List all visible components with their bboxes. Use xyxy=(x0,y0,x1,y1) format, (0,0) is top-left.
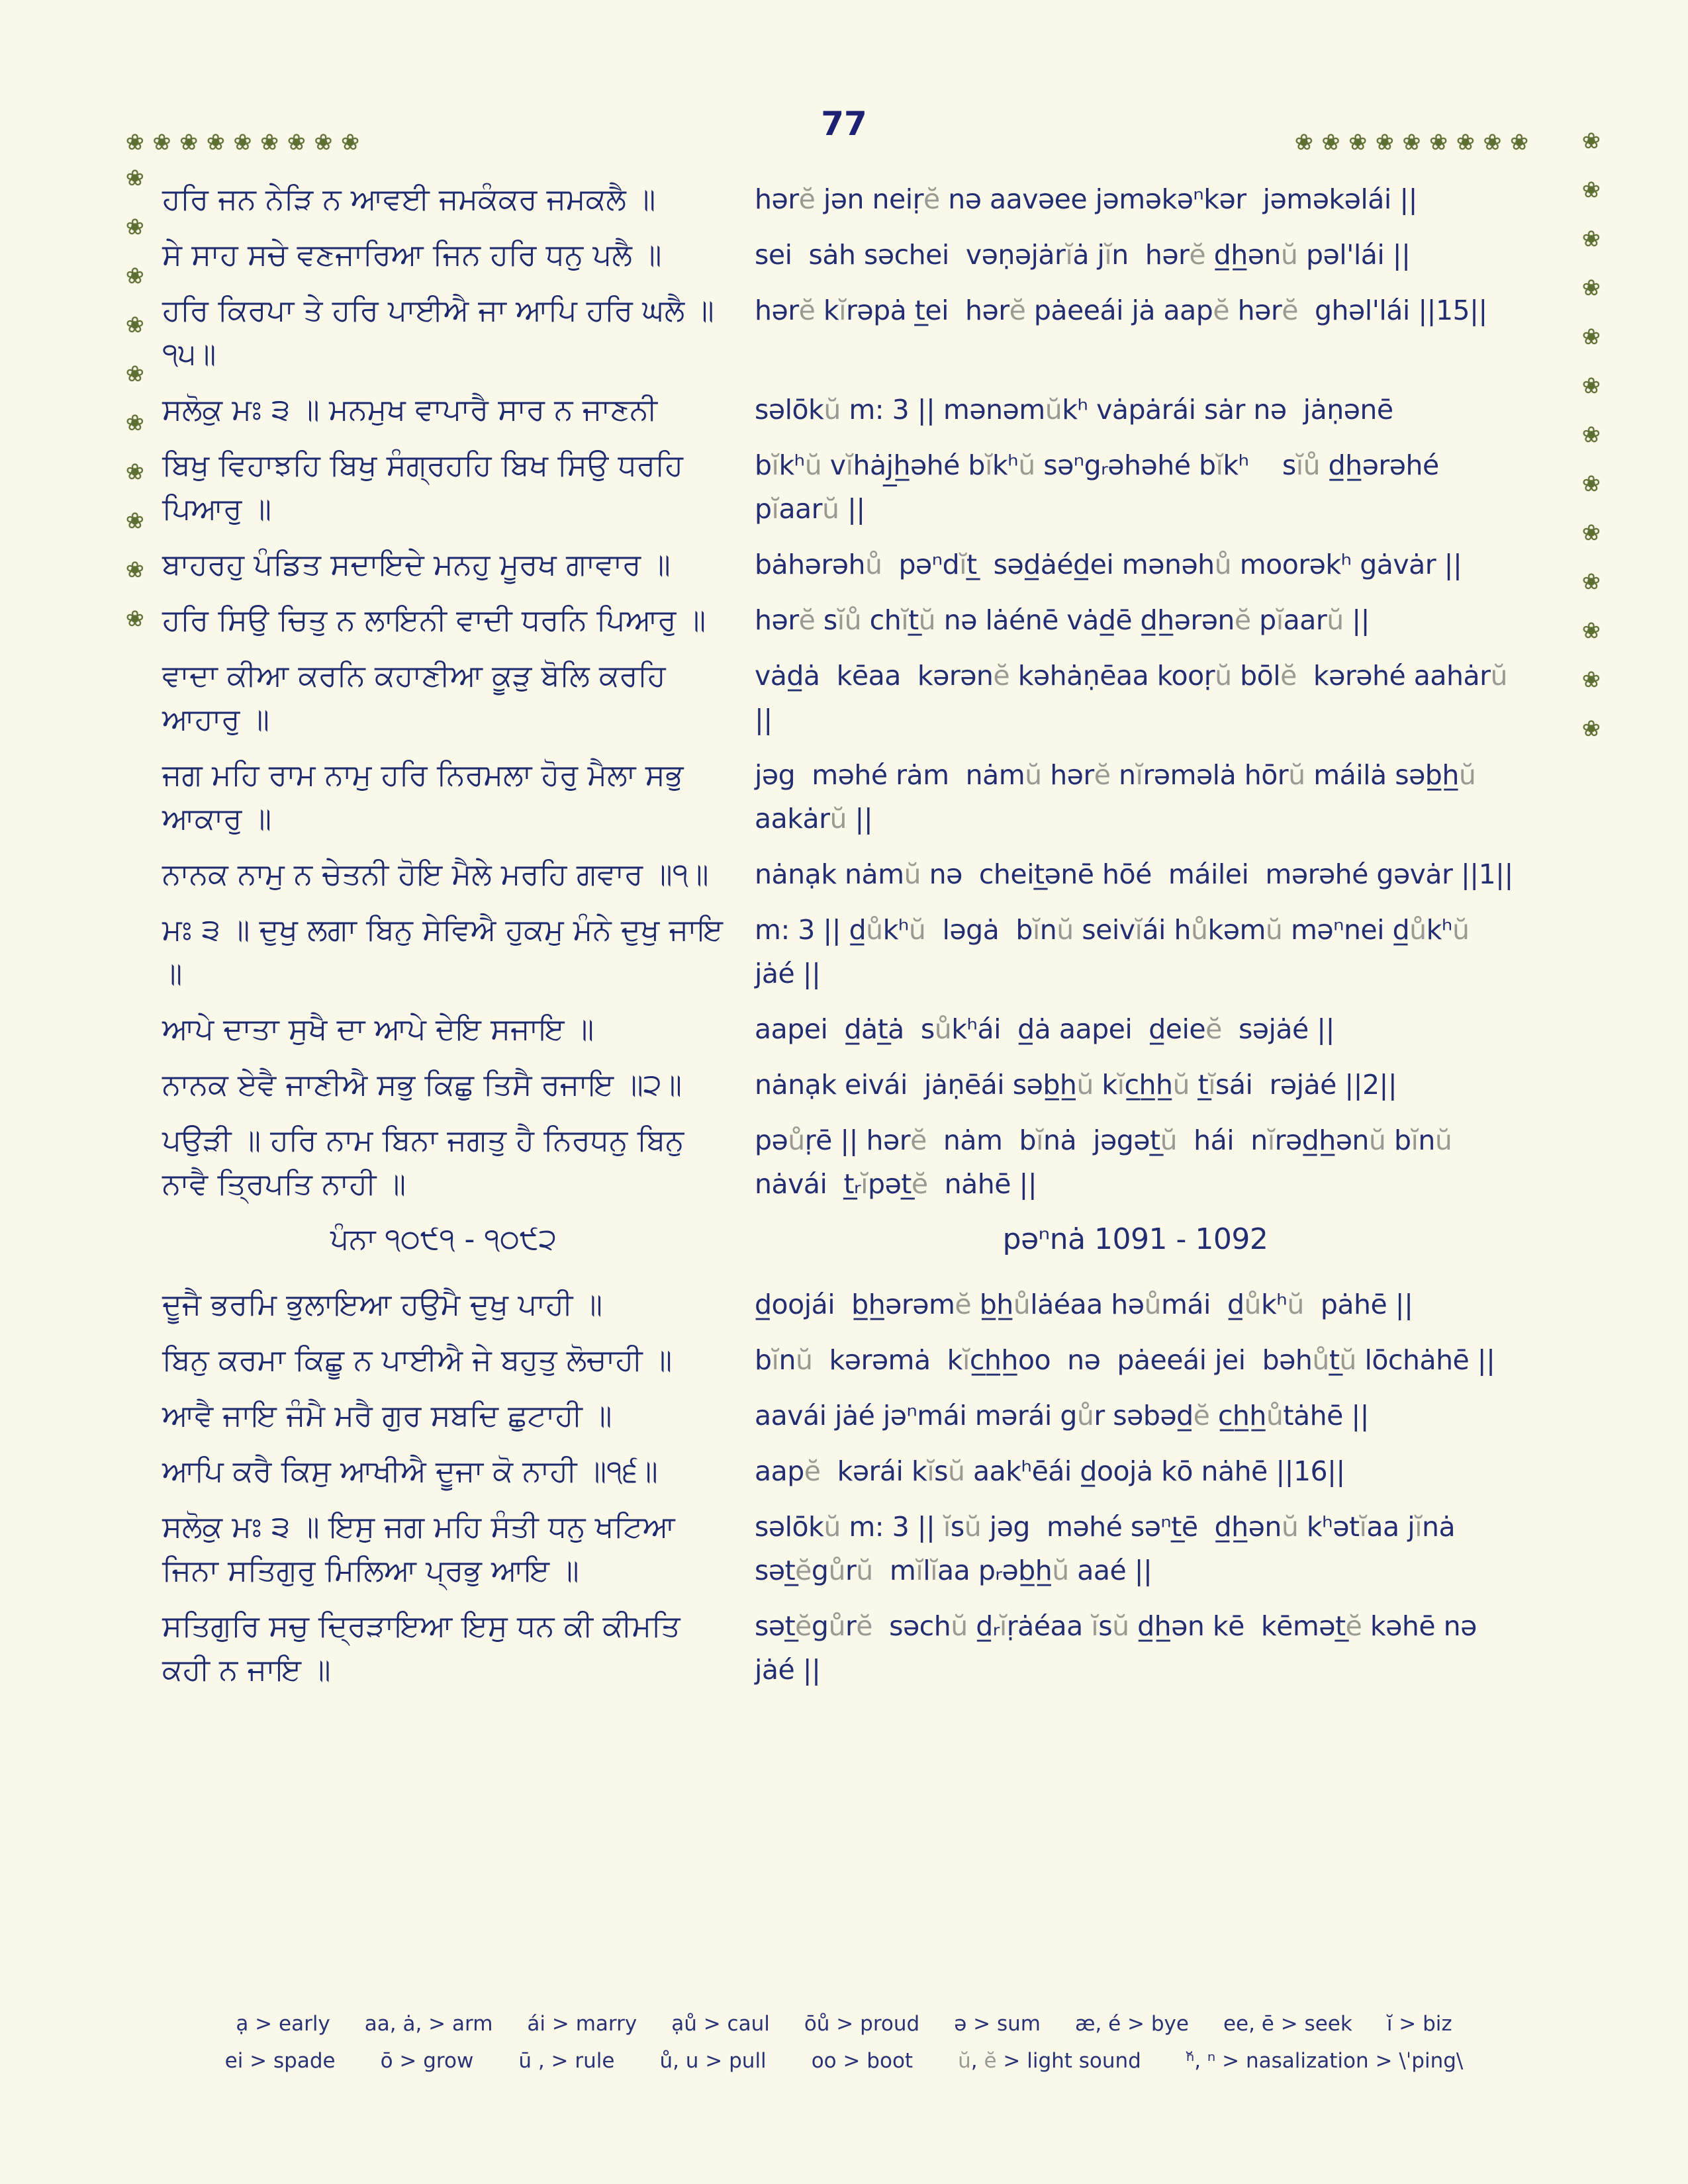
verse-row xyxy=(162,177,1516,221)
gurmukhi-text: ਮਃ ੩ ॥ ਦੁਖੁ ਲਗਾ ਬਿਨੁ ਸੇਵਿਐ ਹੁਕਮੁ ਮੰਨੇ ਦੁਖੁ ਜਾਇ ॥ xyxy=(162,912,723,991)
gurmukhi-text: ਆਵੈ ਜਾਇ ਜੰਮੈ ਮਰੈ ਗੁਰ ਸਬਦਿ ਛੁਟਾਹੀ ॥ xyxy=(162,1398,612,1433)
verse-row xyxy=(162,233,1516,277)
flower-icon: ❀ xyxy=(1582,373,1601,398)
key-item: ə > sum xyxy=(954,2012,1041,2036)
gurmukhi-text: ਹਰਿ ਸਿਉ ਚਿਤੁ ਨ ਲਾਇਨੀ ਵਾਦੀ ਧਰਨਿ ਪਿਆਰੁ ॥ xyxy=(162,602,706,637)
verse-row xyxy=(162,1283,1516,1326)
roman-text: aavái jȧé jəⁿmái mərái gůr səbəd̲ĕ c̲h̲h̲ůtȧhē || xyxy=(755,1400,1369,1432)
pronunciation-key-row-2 xyxy=(0,2049,1688,2073)
page-number: 77 xyxy=(821,105,867,143)
flower-icon: ❀ xyxy=(126,459,144,484)
flower-icon: ❀ xyxy=(260,129,279,155)
roman-text: aapei d̲ȧt̲ȧ sůkʰái d̲ȧ aapei d̲eieĕ səjȧé || xyxy=(755,1013,1335,1045)
flower-icon: ❀ xyxy=(152,129,171,155)
verse-row xyxy=(162,753,1516,841)
gurmukhi-text: ਨਾਨਕ ਏਵੈ ਜਾਣੀਐ ਸਭੁ ਕਿਛੁ ਤਿਸੈ ਰਜਾਇ ॥੨॥ xyxy=(162,1067,682,1102)
verse-row xyxy=(162,289,1516,376)
roman-text: səlōkŭ m: 3 || mənəmŭkʰ vȧpȧrái sȧr nə jȧṇənē xyxy=(755,394,1393,426)
roman-text: d̲oojái b̲h̲ərəmĕ b̲h̲ůlȧéaa həůmái d̲ůkʰŭ pȧhē || xyxy=(755,1289,1413,1320)
flower-icon: ❀ xyxy=(126,312,144,338)
roman-text: bĭnŭ kərəmȧ kĭc̲h̲h̲oo nə pȧeeái jei bəhůt̲ŭ lōchȧhē || xyxy=(755,1344,1495,1376)
gurmukhi-text: ਆਪਿ ਕਰੈ ਕਿਸੁ ਆਖੀਐ ਦੂਜਾ ਕੋ ਨਾਹੀ ॥੧੬॥ xyxy=(162,1453,658,1488)
verse-row xyxy=(162,654,1516,741)
roman-text: sət̲ĕgůrĕ səchŭ d̲ᵣĭṛȧéaa ĭsŭ d̲h̲ən kē kēmət̲ĕ kəhē nə jȧé || xyxy=(755,1610,1493,1686)
flower-border-top-left xyxy=(126,131,359,153)
flower-icon: ❀ xyxy=(1510,129,1528,155)
gurmukhi-text: ਪੰਨਾ ੧੦੯੧ - ੧੦੯੨ xyxy=(330,1222,557,1256)
key-item: ō > grow xyxy=(380,2049,474,2073)
flower-icon: ❀ xyxy=(287,129,306,155)
key-item: oo > boot xyxy=(811,2049,914,2073)
verse-row xyxy=(162,908,1516,995)
verse-row xyxy=(162,1338,1516,1382)
flower-icon: ❀ xyxy=(1582,520,1601,545)
verse-row xyxy=(162,1063,1516,1107)
roman-text: pəůṛē || hərĕ nȧm bĭnȧ jəgət̲ŭ hái nĭrəd̲h̲ənŭ bĭnŭ nȧvái t̲ᵣĭpət̲ĕ nȧhē || xyxy=(755,1124,1469,1200)
roman-text: hərĕ kĭrəpȧ t̲ei hərĕ pȧeeái jȧ aapĕ hərĕ ghəl'lái ||15|| xyxy=(755,295,1487,326)
verse-row xyxy=(162,388,1516,432)
verse-row xyxy=(162,1604,1516,1692)
flower-icon: ❀ xyxy=(126,263,144,289)
key-item: ū , > rule xyxy=(518,2049,615,2073)
flower-icon: ❀ xyxy=(206,129,225,155)
flower-icon: ❀ xyxy=(1402,129,1421,155)
flower-icon: ❀ xyxy=(1321,129,1340,155)
gurmukhi-text: ਸਤਿਗੁਰਿ ਸਚੁ ਦ੍ਰਿੜਾਇਆ ਇਸੁ ਧਨ ਕੀ ਕੀਮਤਿ ਕਹੀ ਨ ਜਾਇ ॥ xyxy=(162,1608,680,1687)
roman-text: jəg məhé rȧm nȧmŭ hərĕ nĭrəməlȧ hōrŭ máilȧ səb̲h̲ŭ aakȧrŭ || xyxy=(755,759,1484,835)
gurmukhi-text: ਬਿਖੁ ਵਿਹਾਝਹਿ ਬਿਖੁ ਸੰਗ੍ਰਹਹਿ ਬਿਖ ਸਿਉ ਧਰਹਿ ਪਿਆਰੁ ॥ xyxy=(162,447,684,526)
flower-icon: ❀ xyxy=(1582,569,1601,594)
gurmukhi-text: ਸਲੋਕੁ ਮਃ ੩ ॥ ਇਸੁ ਜਗ ਮਹਿ ਸੰਤੀ ਧਨੁ ਖਟਿਆ ਜਿਨਾ ਸਤਿਗੁਰੁ ਮਿਲਿਆ ਪ੍ਰਭੁ ਆਇ ॥ xyxy=(162,1509,675,1588)
verse-row xyxy=(162,1118,1516,1206)
roman-text: hərĕ sĭů chĭt̲ŭ nə lȧénē vȧd̲ē d̲h̲ərənĕ pĭaarŭ || xyxy=(755,604,1370,636)
verse-row xyxy=(162,543,1516,586)
flower-icon: ❀ xyxy=(341,129,359,155)
flower-icon: ❀ xyxy=(126,361,144,387)
flower-icon: ❀ xyxy=(314,129,333,155)
flower-icon: ❀ xyxy=(1582,715,1601,741)
verse-row xyxy=(162,598,1516,642)
verse-row xyxy=(162,1505,1516,1592)
roman-text: m: 3 || d̲ůkʰŭ ləgȧ bĭnŭ seivĭái hůkəmŭ məⁿnei d̲ůkʰŭ jȧé || xyxy=(755,914,1486,989)
roman-text: bĭkʰŭ vĭhȧj̲h̲əhé bĭkʰŭ səⁿgᵣəhəhé bĭkʰ sĭů d̲h̲ərəhé pĭaarŭ || xyxy=(755,449,1448,525)
key-item: ạ > early xyxy=(236,2012,330,2036)
roman-text: sei sȧh səchei vəṇəjȧrĭȧ jĭn hərĕ d̲h̲ənŭ pəl'lái || xyxy=(755,239,1411,271)
flower-border-right xyxy=(1582,130,1601,739)
verse-row xyxy=(162,852,1516,896)
flower-icon: ❀ xyxy=(1582,471,1601,496)
flower-icon: ❀ xyxy=(1582,226,1601,251)
flower-icon: ❀ xyxy=(179,129,198,155)
key-item: ạů > caul xyxy=(671,2012,770,2036)
gurmukhi-text: ਦੂਜੈ ਭਰਮਿ ਭੁਲਾਇਆ ਹਉਮੈ ਦੁਖੁ ਪਾਹੀ ॥ xyxy=(162,1287,603,1322)
gurmukhi-text: ਹਰਿ ਕਿਰਪਾ ਤੇ ਹਰਿ ਪਾਈਐ ਜਾ ਆਪਿ ਹਰਿ ਘਲੈ ॥੧੫॥ xyxy=(162,293,714,371)
roman-text: aapĕ kərái kĭsŭ aakʰēái d̲oojȧ kō nȧhē ||16|| xyxy=(755,1455,1345,1487)
flower-icon: ❀ xyxy=(1582,617,1601,643)
key-item: ⁿ̆, ⁿ > nasalization > \ˈping\ xyxy=(1186,2049,1464,2073)
page-ref-row xyxy=(162,1218,1516,1261)
flower-icon: ❀ xyxy=(233,129,252,155)
key-item: ei > spade xyxy=(224,2049,336,2073)
flower-icon: ❀ xyxy=(1582,666,1601,692)
gurmukhi-text: ਜਗ ਮਹਿ ਰਾਮ ਨਾਮੁ ਹਰਿ ਨਿਰਮਲਾ ਹੋਰੁ ਮੈਲਾ ਸਭੁ ਆਕਾਰੁ ॥ xyxy=(162,757,684,836)
gurmukhi-text: ਆਪੇ ਦਾਤਾ ਸੁਖੈ ਦਾ ਆਪੇ ਦੇਇ ਸਜਾਇ ॥ xyxy=(162,1011,594,1046)
gurmukhi-text: ਸਲੋਕੁ ਮਃ ੩ ॥ ਮਨਮੁਖ ਵਾਪਾਰੈ ਸਾਰ ਨ ਜਾਣਨੀ xyxy=(162,392,658,427)
verse-row xyxy=(162,1394,1516,1437)
flower-icon: ❀ xyxy=(1582,422,1601,447)
verse-row xyxy=(162,1449,1516,1493)
flower-icon: ❀ xyxy=(1348,129,1367,155)
roman-text: səlōkŭ m: 3 || ĭsŭ jəg məhé səⁿt̲ē d̲h̲ənŭ kʰətĭaa jĭnȧ sət̲ĕgůrŭ mĭlĭaa pᵣəb̲h̲ŭ aaé || xyxy=(755,1511,1472,1586)
flower-icon: ❀ xyxy=(126,214,144,240)
key-item: ŭ, ĕ > light sound xyxy=(958,2049,1141,2073)
flower-icon: ❀ xyxy=(126,165,144,191)
flower-icon: ❀ xyxy=(1375,129,1394,155)
flower-icon: ❀ xyxy=(1582,128,1601,154)
flower-icon: ❀ xyxy=(1429,129,1448,155)
flower-icon: ❀ xyxy=(1483,129,1502,155)
roman-text: nȧnạk nȧmŭ nə cheit̲ənē hōé máilei mərəhé gəvȧr ||1|| xyxy=(755,858,1513,890)
verse-row xyxy=(162,1007,1516,1051)
key-item: ĭ > biz xyxy=(1386,2012,1452,2036)
flower-icon: ❀ xyxy=(126,508,144,533)
flower-border-left xyxy=(126,167,144,629)
roman-text: bȧhərəhů pəⁿdĭt̲ səd̲ȧéd̲ei mənəhů moorəkʰ gȧvȧr || xyxy=(755,549,1462,580)
pronunciation-key xyxy=(0,2012,1688,2086)
roman-text: pəⁿnȧ 1091 - 1092 xyxy=(1002,1222,1268,1256)
gurmukhi-text: ਨਾਨਕ ਨਾਮੁ ਨ ਚੇਤਨੀ ਹੋਇ ਮੈਲੇ ਮਰਹਿ ਗਵਾਰ ॥੧॥ xyxy=(162,856,709,891)
roman-text: nȧnạk eivái jȧṇēái səb̲h̲ŭ kĭc̲h̲h̲ŭ t̲ĭsái rəjȧé ||2|| xyxy=(755,1069,1397,1101)
key-item: ōů > proud xyxy=(804,2012,920,2036)
verses-list xyxy=(162,177,1516,1704)
roman-text: hərĕ jən neiṛĕ nə aavəee jəməkəⁿkər jəməkəlái || xyxy=(755,183,1417,215)
flower-icon: ❀ xyxy=(126,129,144,155)
flower-icon: ❀ xyxy=(1582,177,1601,203)
gurmukhi-text: ਪਉੜੀ ॥ ਹਰਿ ਨਾਮ ਬਿਨਾ ਜਗਤੁ ਹੈ ਨਿਰਧਨੁ ਬਿਨੁ ਨਾਵੈ ਤ੍ਰਿਪਤਿ ਨਾਹੀ ॥ xyxy=(162,1122,684,1201)
pronunciation-key-row-1 xyxy=(0,2012,1688,2036)
flower-icon: ❀ xyxy=(1295,129,1313,155)
flower-icon: ❀ xyxy=(126,557,144,582)
key-item: ů, u > pull xyxy=(659,2049,767,2073)
flower-icon: ❀ xyxy=(1582,275,1601,300)
flower-icon: ❀ xyxy=(126,606,144,631)
flower-icon: ❀ xyxy=(1582,324,1601,349)
gurmukhi-text: ਬਿਨੁ ਕਰਮਾ ਕਿਛੂ ਨ ਪਾਈਐ ਜੇ ਬਹੁਤੁ ਲੋਚਾਹੀ ॥ xyxy=(162,1342,673,1377)
flower-border-top-right xyxy=(1295,131,1528,153)
flower-icon: ❀ xyxy=(1456,129,1475,155)
key-item: ee, ē > seek xyxy=(1223,2012,1352,2036)
gurmukhi-text: ਬਾਹਰਹੁ ਪੰਡਿਤ ਸਦਾਇਦੇ ਮਨਹੁ ਮੂਰਖ ਗਾਵਾਰ ॥ xyxy=(162,547,671,582)
roman-text: vȧd̲ȧ kēaa kərənĕ kəhȧṇēaa kooṛŭ bōlĕ kərəhé aahȧrŭ || xyxy=(755,660,1516,735)
gurmukhi-text: ਵਾਦਾ ਕੀਆ ਕਰਨਿ ਕਹਾਣੀਆ ਕੂੜੁ ਬੋਲਿ ਕਰਹਿ ਆਹਾਰੁ ॥ xyxy=(162,658,666,737)
key-item: aa, ȧ, > arm xyxy=(364,2012,493,2036)
gurmukhi-text: ਸੇ ਸਾਹ ਸਚੇ ਵਣਜਾਰਿਆ ਜਿਨ ਹਰਿ ਧਨੁ ਪਲੈ ॥ xyxy=(162,237,662,272)
key-item: æ, é > bye xyxy=(1074,2012,1189,2036)
verse-row xyxy=(162,443,1516,531)
key-item: ái > marry xyxy=(527,2012,637,2036)
gurmukhi-text: ਹਰਿ ਜਨ ਨੇੜਿ ਨ ਆਵਈ ਜਮਕੰਕਰ ਜਮਕਲੈ ॥ xyxy=(162,181,656,216)
flower-icon: ❀ xyxy=(126,410,144,435)
